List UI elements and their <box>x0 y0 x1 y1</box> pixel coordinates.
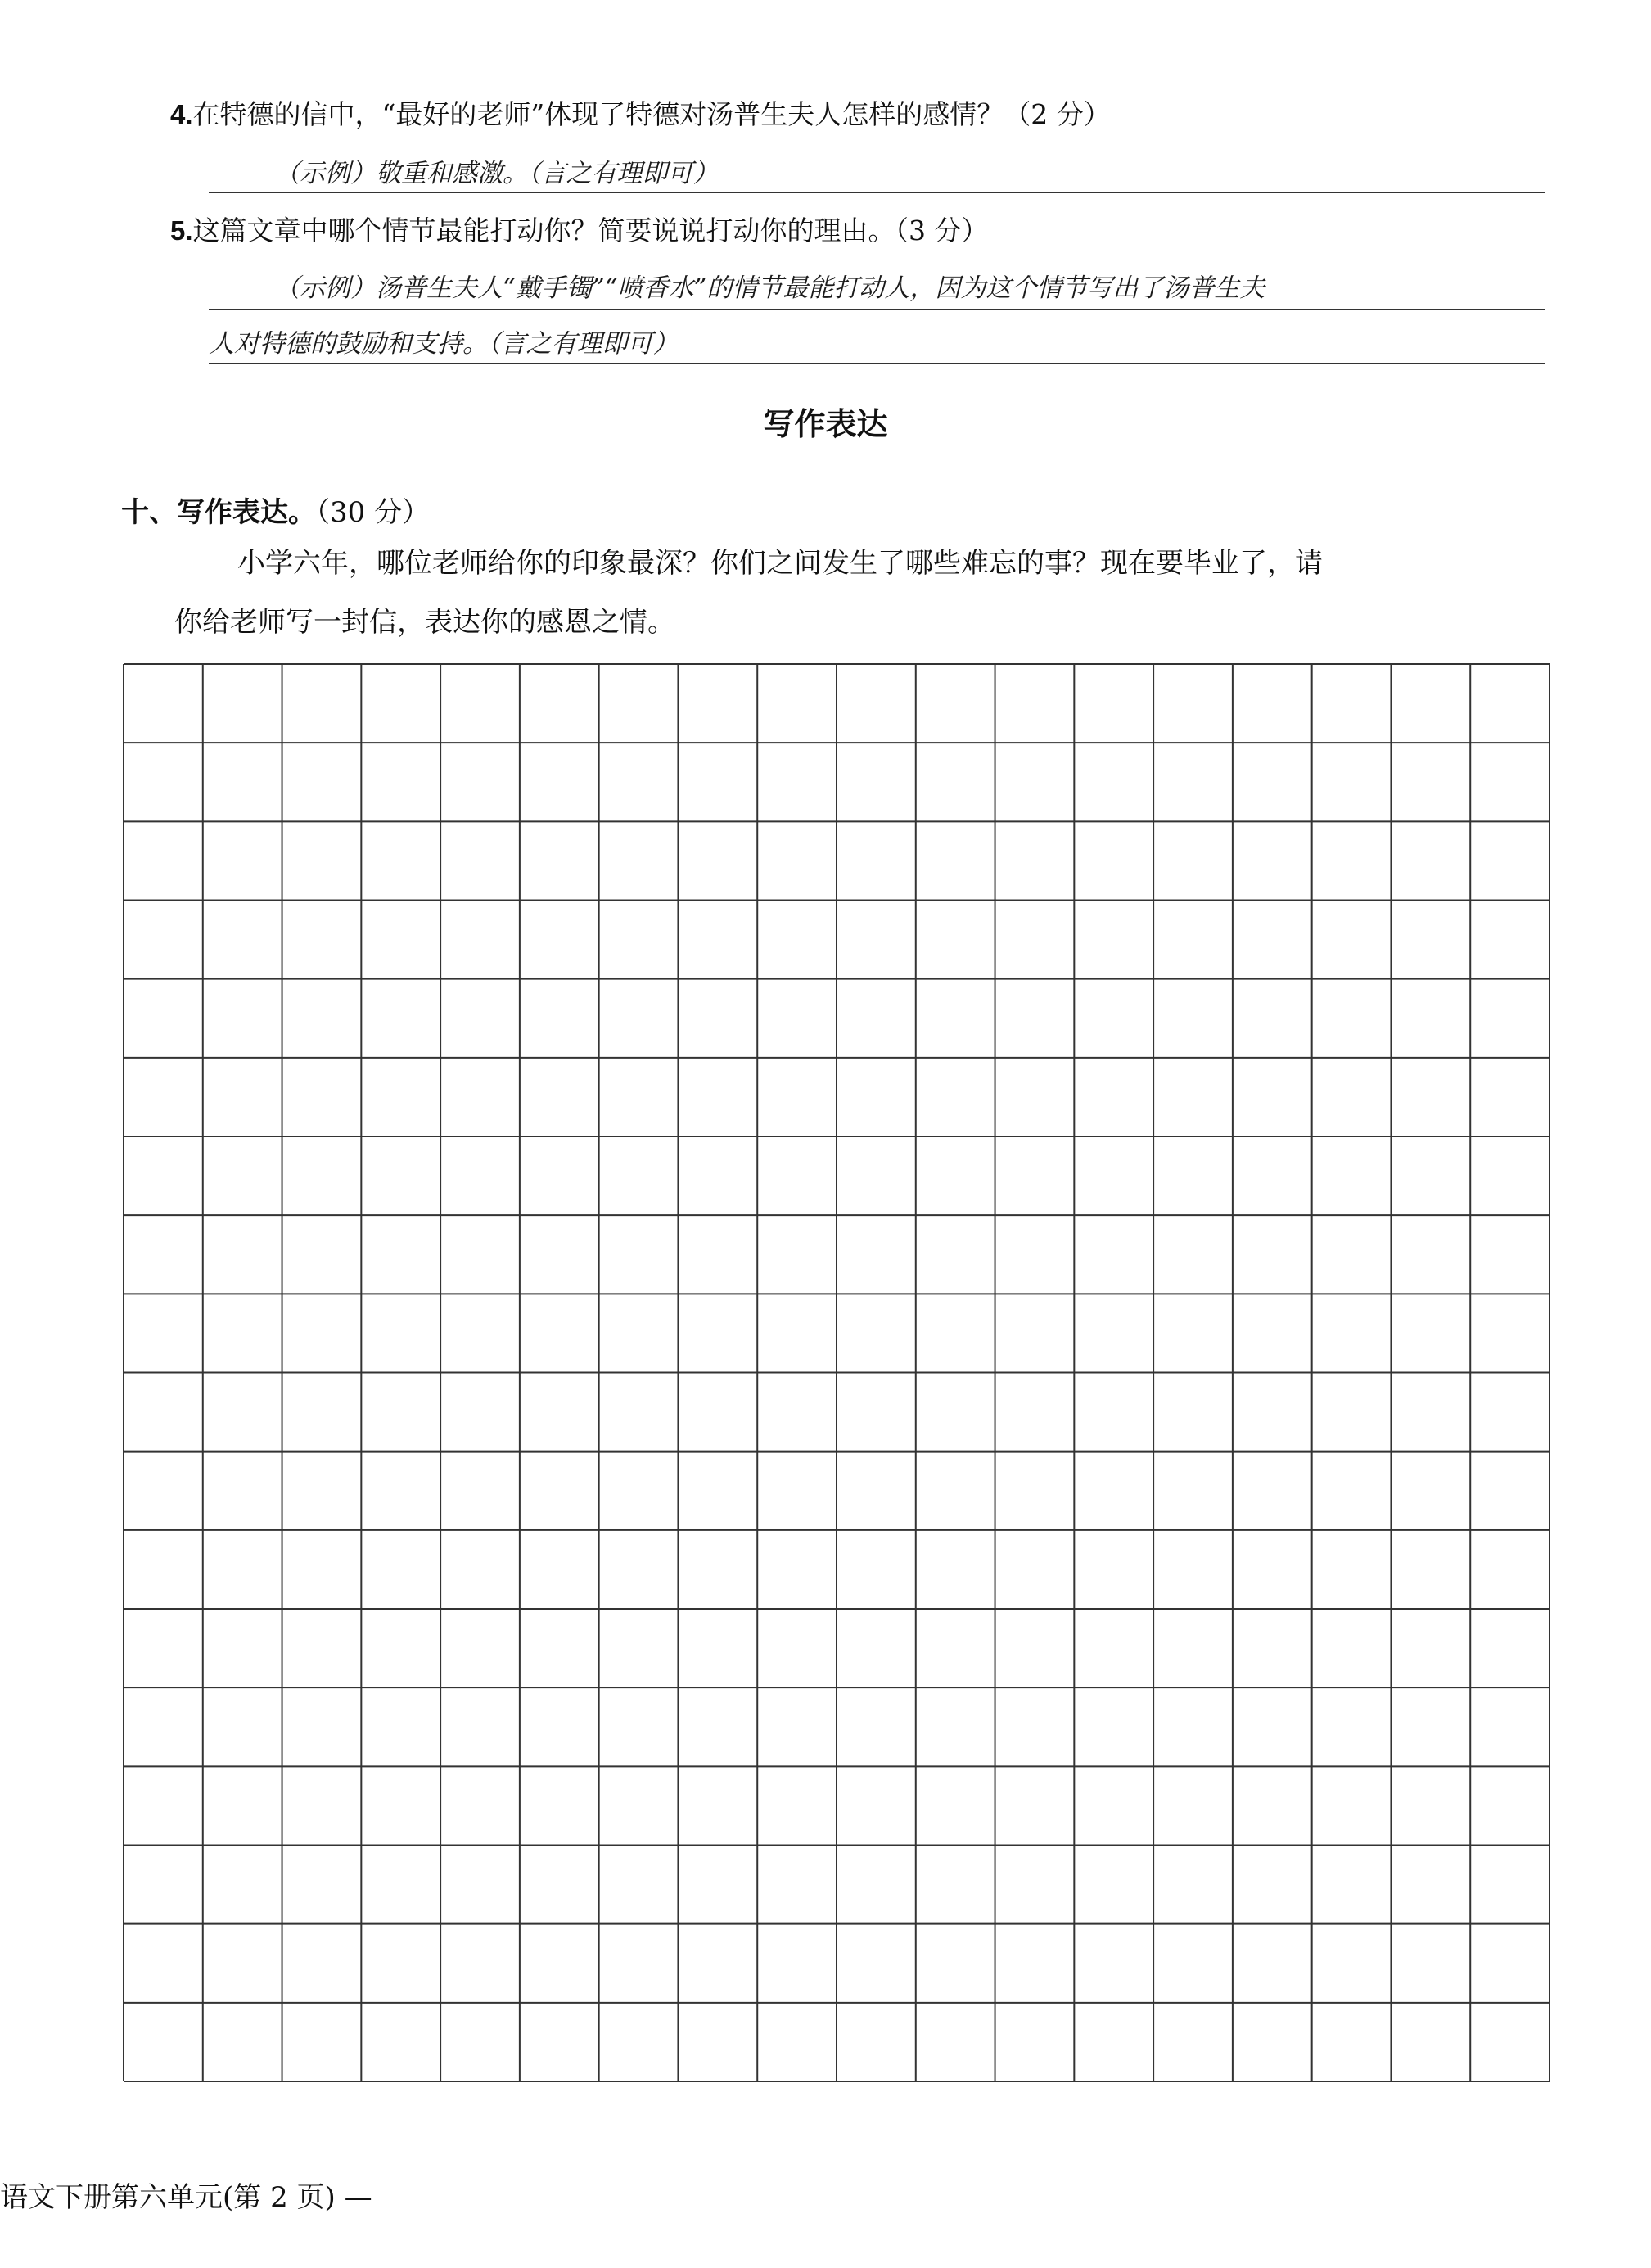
answer-line: （示例）汤普生夫人“戴手镯”“喷香水”的情节最能打动人，因为这个情节写出了汤普生夫 <box>274 273 1265 303</box>
task-title: 写作表达。 <box>177 496 316 529</box>
question-number: 5. <box>170 215 193 246</box>
task-prompt-line: 小学六年，哪位老师给你的印象最深？你们之间发生了哪些难忘的事？现在要毕业了，请 <box>237 547 1323 580</box>
task-points: （30 分） <box>316 496 431 529</box>
task-number: 十、 <box>121 496 177 529</box>
answer-line: 人对特德的鼓励和支持。（言之有理即可） <box>209 329 679 359</box>
question-4 <box>170 98 1111 131</box>
question-5 <box>170 215 989 247</box>
question-text: 这篇文章中哪个情节最能打动你？简要说说打动你的理由。（3 分） <box>192 215 989 246</box>
task-prompt-line: 你给老师写一封信，表达你的感恩之情。 <box>174 606 675 639</box>
question-number: 4. <box>170 99 193 129</box>
task-heading <box>121 496 430 529</box>
answer-line: （示例）敬重和感激。（言之有理即可） <box>274 159 719 188</box>
writing-grid[interactable] <box>123 663 1550 2082</box>
answer-underline <box>209 192 1545 193</box>
question-text: 在特德的信中，“最好的老师”体现了特德对汤普生夫人怎样的感情？（2 分） <box>192 98 1111 130</box>
section-title: 写作表达 <box>763 406 888 442</box>
answer-underline <box>209 363 1545 364</box>
page-footer: 语文下册第六单元(第 2 页) — <box>0 2181 372 2214</box>
answer-underline <box>209 309 1545 310</box>
